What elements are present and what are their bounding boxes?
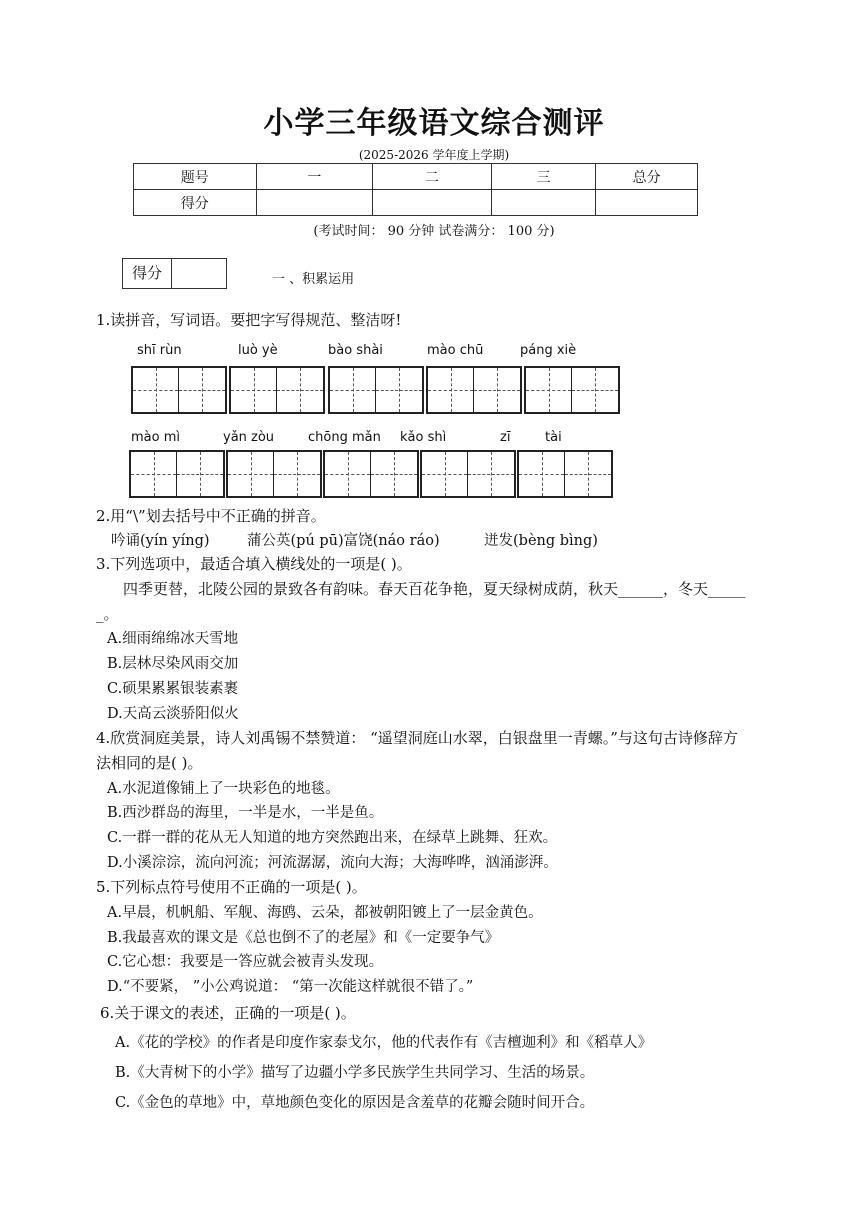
option-a: A.水泥道像铺上了一块彩色的地毯。 <box>107 781 340 797</box>
writing-box[interactable] <box>420 450 516 498</box>
score-header-cell: 总分 <box>596 164 698 190</box>
option-b: B.我最喜欢的课文是《总也倒不了的老屋》和《一定要争气》 <box>107 930 500 946</box>
score-table-score-row <box>134 190 698 216</box>
writing-box[interactable] <box>131 366 227 414</box>
option-c: C.它心想：我要是一答应就会被青头发现。 <box>107 954 384 970</box>
writing-box[interactable] <box>426 366 522 414</box>
question-1: 1.读拼音，写词语。要把字写得规范、整洁呀! <box>96 311 402 329</box>
question-4: 4.欣赏洞庭美景，诗人刘禹锡不禁赞道： “遥望洞庭山水翠，白银盘里一青螺。”与这句古诗修辞方 <box>96 729 738 747</box>
pinyin-label: luò yè <box>238 343 278 358</box>
question-6: 6.关于课文的表述，正确的一项是( )。 <box>100 1004 356 1022</box>
section-score-label: 得分 <box>123 259 172 288</box>
option-d: D.天高云淡骄阳似火 <box>107 706 239 722</box>
question-5: 5.下列标点符号使用不正确的一项是( )。 <box>96 878 367 896</box>
option-d: D.小溪淙淙，流向河流；河流潺潺，流向大海；大海哗哗，汹涌澎湃。 <box>107 855 558 871</box>
exam-meta: (考试时间： 90 分钟 试卷满分： 100 分) <box>313 224 555 239</box>
option-b: B.西沙群岛的海里，一半是水，一半是鱼。 <box>107 805 384 821</box>
score-header-cell: 题号 <box>134 164 257 190</box>
page-title: 小学三年级语文综合测评 <box>263 106 605 141</box>
option-c: C.一群一群的花从无人知道的地方突然跑出来，在绿草上跳舞、狂欢。 <box>107 830 558 846</box>
section-score-box <box>122 258 227 289</box>
pinyin-label: páng xiè <box>520 343 577 358</box>
writing-box[interactable] <box>229 366 325 414</box>
pinyin-label: shī rùn <box>137 343 182 358</box>
score-cell[interactable] <box>596 190 698 216</box>
writing-box[interactable] <box>129 450 225 498</box>
pinyin-label: tài <box>545 430 562 445</box>
pinyin-label: chōng mǎn <box>308 430 381 445</box>
pinyin-choice: 迸发(bèng bìng) <box>484 533 598 549</box>
pinyin-label: yǎn zòu <box>223 430 275 445</box>
score-header-cell: 二 <box>373 164 492 190</box>
pinyin-choice: 吟诵(yín yíng) <box>111 533 210 549</box>
writing-box[interactable] <box>524 366 620 414</box>
score-cell[interactable] <box>373 190 492 216</box>
writing-box[interactable] <box>323 450 419 498</box>
pinyin-label: kǎo shì <box>400 430 447 445</box>
option-b: B.层林尽染风雨交加 <box>107 656 239 672</box>
pinyin-choice: 蒲公英(pú pū)富饶(náo ráo) <box>247 533 440 549</box>
pinyin-label: mào mì <box>131 430 180 445</box>
pinyin-label: zī <box>500 430 511 445</box>
pinyin-label: bào shài <box>328 343 383 358</box>
score-table-header-row <box>134 164 698 190</box>
option-a: A.《花的学校》的作者是印度作家泰戈尔，他的代表作有《吉檀迦利》和《稻草人》 <box>115 1035 653 1051</box>
question-4-cont: 法相同的是( )。 <box>96 754 203 772</box>
score-row-label: 得分 <box>134 190 257 216</box>
question-2: 2.用“\”划去括号中不正确的拼音。 <box>96 507 326 525</box>
pinyin-label: mào chū <box>427 343 484 358</box>
score-header-cell: 三 <box>491 164 596 190</box>
option-a: A.细雨绵绵冰天雪地 <box>107 631 239 647</box>
score-table <box>133 163 698 216</box>
score-cell[interactable] <box>491 190 596 216</box>
option-d: D.“不要紧， ”小公鸡说道： “第一次能这样就很不错了。” <box>107 979 474 995</box>
option-a: A.早晨，机帆船、军舰、海鸥、云朵，都被朝阳镀上了一层金黄色。 <box>107 905 543 921</box>
page-subtitle: (2025-2026 学年度上学期) <box>358 148 510 162</box>
question-3-passage-end: _。 <box>96 605 119 623</box>
writing-box[interactable] <box>226 450 322 498</box>
section-heading: 一 、积累运用 <box>272 272 355 287</box>
option-c: C.《金色的草地》中，草地颜色变化的原因是含羞草的花瓣会随时间开合。 <box>115 1095 595 1111</box>
question-3: 3.下列选项中，最适合填入横线处的一项是( )。 <box>96 555 412 573</box>
score-cell[interactable] <box>256 190 373 216</box>
writing-box[interactable] <box>328 366 424 414</box>
score-header-cell: 一 <box>256 164 373 190</box>
option-c: C.硕果累累银装素裹 <box>107 681 239 697</box>
question-3-passage: 四季更替，北陵公园的景致各有韵味。春天百花争艳，夏天绿树成荫，秋天______，冬天_____ <box>123 580 746 598</box>
writing-box[interactable] <box>517 450 613 498</box>
option-b: B.《大青树下的小学》描写了边疆小学多民族学生共同学习、生活的场景。 <box>115 1065 595 1081</box>
